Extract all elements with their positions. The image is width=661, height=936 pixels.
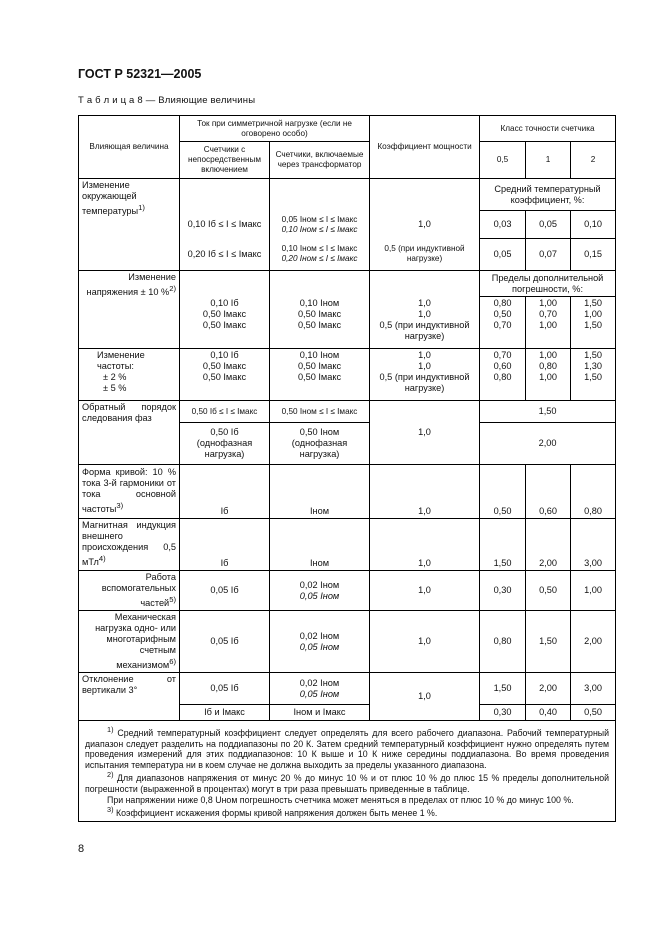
mech-label: Механическая нагрузка одно- или многотарифным счетным механизмом$^{6)}$ xyxy=(79,611,180,673)
table-row xyxy=(79,271,616,297)
aux-val: 0,50 xyxy=(526,571,571,611)
footnotes-row xyxy=(79,721,616,822)
freq-class-05: 0,70 0,60 0,80 xyxy=(480,349,526,401)
voltage-class-2: 1,50 1,00 1,50 xyxy=(571,297,616,349)
footnotes xyxy=(79,721,616,822)
table-row xyxy=(79,349,616,401)
freq-class-1: 1,00 0,80 1,00 xyxy=(526,349,571,401)
table-caption: Т а б л и ц а 8 — Влияющие величины xyxy=(78,95,256,106)
mech-val: 0,80 xyxy=(480,611,526,673)
header-current: Ток при симметричной нагрузке (если не оговорено особо) xyxy=(180,116,370,142)
tilt-direct-1: 0,05 Iб xyxy=(180,673,270,705)
wave-trans: Iном xyxy=(270,465,370,519)
header-transformer: Счетчики, включаемые через трансформатор xyxy=(270,142,370,179)
wave-val: 0,50 xyxy=(480,465,526,519)
voltage-note: Пределы дополнительной погрешности, %: xyxy=(480,271,616,297)
footnote-3: $^{3)}$ Коэффициент искажения формы кривой напряжения должен быть менее 1 %. xyxy=(107,805,438,819)
temp-val: 0,15 xyxy=(571,239,616,271)
freq-pf: 1,0 1,0 0,5 (при индуктивной нагрузке) xyxy=(370,349,480,401)
header-accuracy-class: Класс точности счетчика xyxy=(480,116,616,142)
tilt-val: 1,50 xyxy=(480,673,526,705)
header-class-2: 2 xyxy=(571,142,616,179)
magnet-val: 1,50 xyxy=(480,519,526,571)
tilt-pf: 1,0 xyxy=(370,673,480,721)
voltage-label: Изменение напряжения ± 10 %$^{2)}$ xyxy=(79,271,180,349)
footnote-2: $^{2)}$ Для диапазонов напряжения от минус 20 % до минус 10 % и от плюс 10 % до плюс 15 % пределы дополнительной погрешности (выраженной в процентах) могут в три раза превышать приведенные в таблице. xyxy=(85,770,610,794)
aux-label: Работа вспомогательных частей$^{5)}$ xyxy=(79,571,180,611)
table-row xyxy=(79,571,616,611)
temp-direct-1: 0,10 Iб ≤ I ≤ Iмакс xyxy=(180,211,270,239)
temp-val: 0,05 xyxy=(480,239,526,271)
phase-direct-1: 0,50 Iб ≤ I ≤ Iмакс xyxy=(180,401,270,423)
phase-pf: 1,0 xyxy=(370,401,480,465)
magnet-direct: Iб xyxy=(180,519,270,571)
phase-val-2: 2,00 xyxy=(480,423,616,465)
freq-direct: 0,10 Iб 0,50 Iмакс 0,50 Iмакс xyxy=(180,349,270,401)
aux-pf: 1,0 xyxy=(370,571,480,611)
magnet-val: 2,00 xyxy=(526,519,571,571)
magnet-pf: 1,0 xyxy=(370,519,480,571)
freq-label: Изменение частоты: ± 2 % ± 5 % xyxy=(79,349,180,401)
aux-val: 1,00 xyxy=(571,571,616,611)
header-direct: Счетчики с непосредственным включением xyxy=(180,142,270,179)
mech-trans: 0,02 Iном 0,05 Iном xyxy=(270,611,370,673)
temp-val: 0,10 xyxy=(571,211,616,239)
mech-val: 2,00 xyxy=(571,611,616,673)
temp-label: Изменение окружающей температуры$^{1)}$ xyxy=(79,179,180,271)
tilt-label: Отклонение от вертикали 3° xyxy=(79,673,180,721)
influence-table xyxy=(78,115,616,822)
tilt-trans-2: Iном и Iмакс xyxy=(270,705,370,721)
mech-val: 1,50 xyxy=(526,611,571,673)
header-class-1: 1 xyxy=(526,142,571,179)
table-row xyxy=(79,673,616,705)
temp-val: 0,03 xyxy=(480,211,526,239)
temp-val: 0,07 xyxy=(526,239,571,271)
table-row xyxy=(79,401,616,423)
mech-direct: 0,05 Iб xyxy=(180,611,270,673)
phase-direct-2: 0,50 Iб (однофазная нагрузка) xyxy=(180,423,270,465)
voltage-pf: 1,0 1,0 0,5 (при индуктивной нагрузке) xyxy=(370,297,480,349)
freq-class-2: 1,50 1,30 1,50 xyxy=(571,349,616,401)
freq-trans: 0,10 Iном 0,50 Iмакс 0,50 Iмакс xyxy=(270,349,370,401)
table-header-row xyxy=(79,116,616,142)
temp-val: 0,05 xyxy=(526,211,571,239)
aux-trans: 0,02 Iном 0,05 Iном xyxy=(270,571,370,611)
table-row xyxy=(79,465,616,519)
tilt-val: 0,30 xyxy=(480,705,526,721)
temp-pf-2: 0,5 (при индуктивной нагрузке) xyxy=(370,239,480,271)
header-class-05: 0,5 xyxy=(480,142,526,179)
voltage-class-1: 1,00 0,70 1,00 xyxy=(526,297,571,349)
table-row xyxy=(79,519,616,571)
wave-direct: Iб xyxy=(180,465,270,519)
aux-val: 0,30 xyxy=(480,571,526,611)
footnote-2b: При напряжении ниже 0,8 Uном погрешность счетчика может меняться в пределах от плюс 10 % до минус 100 %. xyxy=(107,794,574,805)
wave-pf: 1,0 xyxy=(370,465,480,519)
temp-pf-1: 1,0 xyxy=(370,211,480,239)
temp-trans-2: 0,10 Iном ≤ I ≤ Iмакс 0,20 Iном ≤ I ≤ Iмакс xyxy=(270,239,370,271)
phase-trans-1: 0,50 Iном ≤ I ≤ Iмакс xyxy=(270,401,370,423)
magnet-val: 3,00 xyxy=(571,519,616,571)
tilt-val: 2,00 xyxy=(526,673,571,705)
header-power-factor: Коэффициент мощности xyxy=(370,116,480,179)
tilt-val: 3,00 xyxy=(571,673,616,705)
magnet-trans: Iном xyxy=(270,519,370,571)
temp-trans-1: 0,05 Iном ≤ I ≤ Iмакс 0,10 Iном ≤ I ≤ Iмакс xyxy=(270,211,370,239)
mech-pf: 1,0 xyxy=(370,611,480,673)
tilt-trans-1: 0,02 Iном 0,05 Iном xyxy=(270,673,370,705)
document-header: ГОСТ Р 52321—2005 xyxy=(78,67,202,81)
header-influence: Влияющая величина xyxy=(79,116,180,179)
temp-direct-2: 0,20 Iб ≤ I ≤ Iмакс xyxy=(180,239,270,271)
wave-label: Форма кривой: 10 % тока 3-й гармоники от тока основной частоты$^{3)}$ xyxy=(79,465,180,519)
aux-direct: 0,05 Iб xyxy=(180,571,270,611)
voltage-direct: 0,10 Iб 0,50 Iмакс 0,50 Iмакс xyxy=(180,297,270,349)
wave-val: 0,60 xyxy=(526,465,571,519)
table-row xyxy=(79,179,616,211)
voltage-trans: 0,10 Iном 0,50 Iмакс 0,50 Iмакс xyxy=(270,297,370,349)
phase-trans-2: 0,50 Iном (однофазная нагрузка) xyxy=(270,423,370,465)
voltage-class-05: 0,80 0,50 0,70 xyxy=(480,297,526,349)
tilt-direct-2: Iб и Iмакс xyxy=(180,705,270,721)
temp-note: Средний температурный коэффициент, %: xyxy=(480,179,616,211)
wave-val: 0,80 xyxy=(571,465,616,519)
tilt-val: 0,40 xyxy=(526,705,571,721)
table-row xyxy=(79,611,616,673)
tilt-val: 0,50 xyxy=(571,705,616,721)
footnote-1: $^{1)}$ Средний температурный коэффициент следует определять для всего рабочего диапазона. Рабочий температурный диапазон следует разделить на поддиапазоны по 20 К. Затем средний температурный коэффициент нужно определять путем проведения измерений для этих поддиапазонов: 10 К выше и 10 К ниже середины поддиапазона. Во время проведения испытания температура ни в коем случае не должна выходить за пределы указанного диапазона. xyxy=(85,725,610,770)
phase-val-1: 1,50 xyxy=(480,401,616,423)
magnet-label: Магнитная индукция внешнего происхождения 0,5 мТл$^{4)}$ xyxy=(79,519,180,571)
page-number: 8 xyxy=(78,843,85,855)
phase-label: Обратный порядок следования фаз xyxy=(79,401,180,465)
